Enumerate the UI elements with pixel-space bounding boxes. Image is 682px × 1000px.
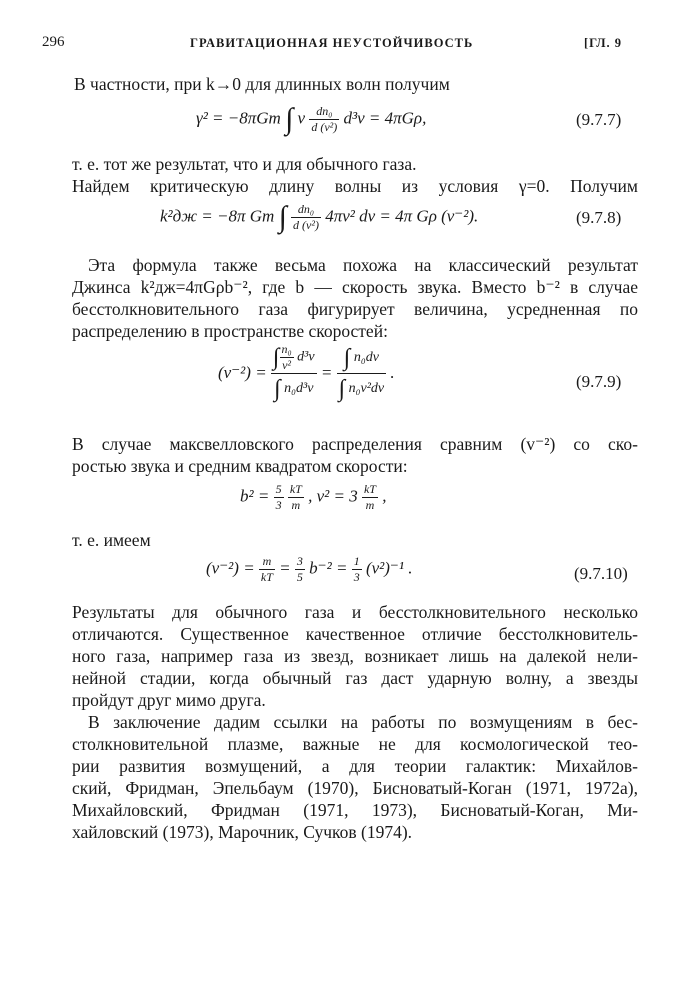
equation-number: (9.7.9) xyxy=(576,372,622,391)
paragraph-line: Найдем критическую длину волны из условия γ=0. Получим xyxy=(72,176,638,196)
chapter-marker: [ГЛ. 9 xyxy=(584,36,623,50)
equation-9-7-10: (v⁻²) = $\frac{m}{kT}$ = $\frac{3}{5}$ b⁻² = $\frac{1}{3}$ (v²)⁻¹ . xyxy=(206,554,413,584)
paragraph-line: распределению в пространстве скоростей: xyxy=(72,321,388,341)
equation-9-7-7: γ² = −8πGm ∫ v $\frac{\text{dn₀}}{\text{d (v²)}}$ d³v = 4πGρ, xyxy=(196,102,427,136)
paragraph-line: нейной стадии, когда обычный газ даст ударную волну, а звезды xyxy=(72,668,638,688)
paragraph-line: рии развития возмущений, а для теории галактик: Михайлов- xyxy=(72,756,638,776)
equation-number: (9.7.10) xyxy=(574,564,628,583)
paragraph-line: бесстолкновительного газа фигурирует величина, усредненная по xyxy=(72,299,638,319)
paragraph-line: хайловский (1973), Марочник, Сучков (1974). xyxy=(72,822,413,842)
paragraph-line: т. е. тот же результат, что и для обычного газа. xyxy=(72,154,417,174)
equation-number: (9.7.7) xyxy=(576,110,622,129)
equation-number: (9.7.8) xyxy=(576,208,622,227)
paragraph-line: столкновительной плазме, важные не для космологической тео- xyxy=(72,734,638,754)
paragraph-line: ский, Фридман, Эпельбаум (1970), Бисноватый-Коган (1971, 1972а), xyxy=(72,778,638,798)
paragraph-line: ного газа, например газа из звезд, возникает лишь на далекой нели- xyxy=(72,646,638,666)
paragraph-line: Результаты для обычного газа и бесстолкновительного несколько xyxy=(72,602,638,622)
equation-9-7-9: (v⁻²) = ∫ $\frac{\text{n₀}}{\text{v²}}$ d³v ∫ n₀d³v = $\frac{\text{∫ n₀dv}}{\text{∫ n₀v²dv}}$ . xyxy=(218,342,395,402)
paragraph-line: В частности, при k→0 для длинных волн получим xyxy=(74,74,450,94)
page-number: 296 xyxy=(42,34,65,50)
equation-sound-speed: b² = $\frac{5}{3}$ $\frac{kT}{m}$ , v² = 3 $\frac{kT}{m}$ , xyxy=(240,482,387,512)
paragraph-line: пройдут друг мимо друга. xyxy=(72,690,266,710)
paragraph-line: Джинса k²дж=4πGρb⁻², где b — скорость звука. Вместо b⁻² в случае xyxy=(72,277,638,297)
paragraph-line: В заключение дадим ссылки на работы по возмущениям в бес- xyxy=(88,712,638,732)
equation-9-7-8: k²дж = −8π Gm ∫ $\frac{\text{dn₀}}{\text{d (v²)}}$ 4πv² dv = 4π Gρ (v⁻²). xyxy=(160,200,479,234)
paragraph-line: В случае максвелловского распределения сравним (v⁻²) со ско- xyxy=(72,434,638,454)
paragraph-line: т. е. имеем xyxy=(72,530,151,550)
paragraph-line: ростью звука и средним квадратом скорости: xyxy=(72,456,408,476)
paragraph-line: отличаются. Существенное качественное отличие бесстолкновитель- xyxy=(72,624,638,644)
paragraph-line: Михайловский, Фридман (1971, 1973), Бисноватый-Коган, Ми- xyxy=(72,800,638,820)
running-title: ГРАВИТАЦИОННАЯ НЕУСТОЙЧИВОСТЬ xyxy=(190,36,474,50)
paragraph-line: Эта формула также весьма похожа на классический результат xyxy=(88,255,638,275)
